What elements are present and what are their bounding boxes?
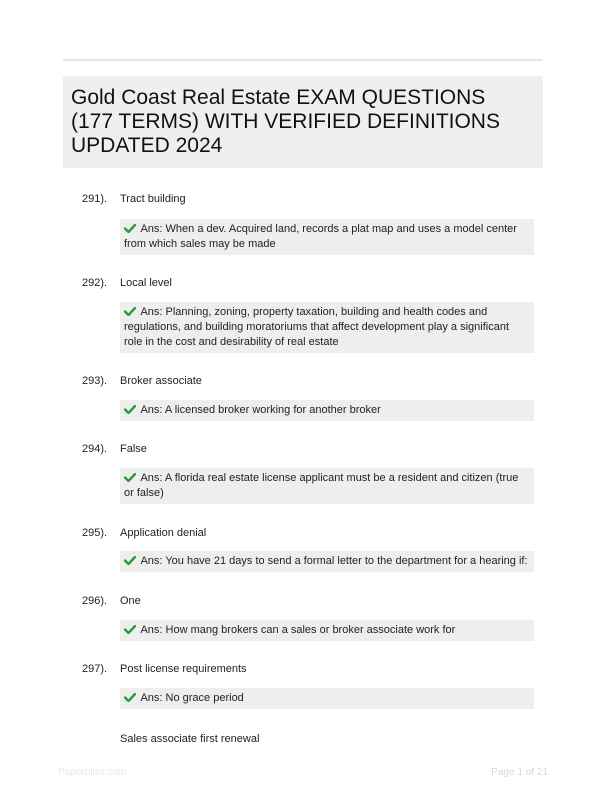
checkmark-icon [124, 625, 136, 634]
question-number: 291). [82, 193, 108, 205]
footer-page-number: Page 1 of 21 [491, 767, 548, 778]
answer-prefix: Ans: [140, 555, 163, 567]
footer-site: Paperbliss.com [58, 767, 127, 778]
answer-text: Planning, zoning, property taxation, building and health codes and regulations, and building moratoriums that affect development play a significant role in the cost and desirability of real estate [124, 306, 510, 348]
answer-prefix: Ans: [140, 624, 163, 636]
checkmark-icon [124, 405, 136, 414]
checkmark-icon [124, 473, 136, 482]
trailing-term: Sales associate first renewal [120, 733, 260, 745]
question-term: Application denial [120, 527, 207, 539]
answer-prefix: Ans: [140, 404, 163, 416]
question-number: 297). [82, 663, 108, 675]
document-title: Gold Coast Real Estate EXAM QUESTIONS (177 TERMS) WITH VERIFIED DEFINITIONS UPDATED 2024 [71, 86, 500, 157]
top-rule [63, 59, 543, 61]
title-box [63, 76, 543, 168]
answer-prefix: Ans: [140, 472, 163, 484]
question-term: False [120, 443, 147, 455]
question-number: 292). [82, 277, 108, 289]
checkmark-icon [124, 307, 136, 316]
question-number: 294). [82, 443, 108, 455]
checkmark-icon [124, 556, 136, 565]
question-number: 296). [82, 595, 108, 607]
question-term: Tract building [120, 193, 186, 205]
answer-text: When a dev. Acquired land, records a plat map and uses a model center from which sales may be made [124, 223, 517, 250]
answer-box [120, 219, 534, 255]
answer-text: A florida real estate license applicant must be a resident and citizen (true or false) [124, 472, 519, 499]
checkmark-icon [124, 693, 136, 702]
answer-prefix: Ans: [140, 692, 163, 704]
answer-box [120, 468, 534, 504]
answer-text: How mang brokers can a sales or broker associate work for [165, 624, 456, 636]
answer-text: You have 21 days to send a formal letter to the department for a hearing if: [165, 555, 528, 567]
answer-text: A licensed broker working for another broker [164, 404, 381, 416]
answer-box [120, 400, 534, 421]
answer-prefix: Ans: [140, 223, 163, 235]
answer-box [120, 620, 534, 641]
checkmark-icon [124, 224, 136, 233]
answer-box [120, 302, 534, 353]
question-term: One [120, 595, 141, 607]
question-number: 295). [82, 527, 108, 539]
answer-text: No grace period [165, 692, 244, 704]
answer-box [120, 551, 534, 572]
question-term: Broker associate [120, 375, 202, 387]
answer-box [120, 688, 534, 709]
question-term: Local level [120, 277, 172, 289]
question-number: 293). [82, 375, 108, 387]
answer-prefix: Ans: [140, 306, 163, 318]
question-term: Post license requirements [120, 663, 247, 675]
